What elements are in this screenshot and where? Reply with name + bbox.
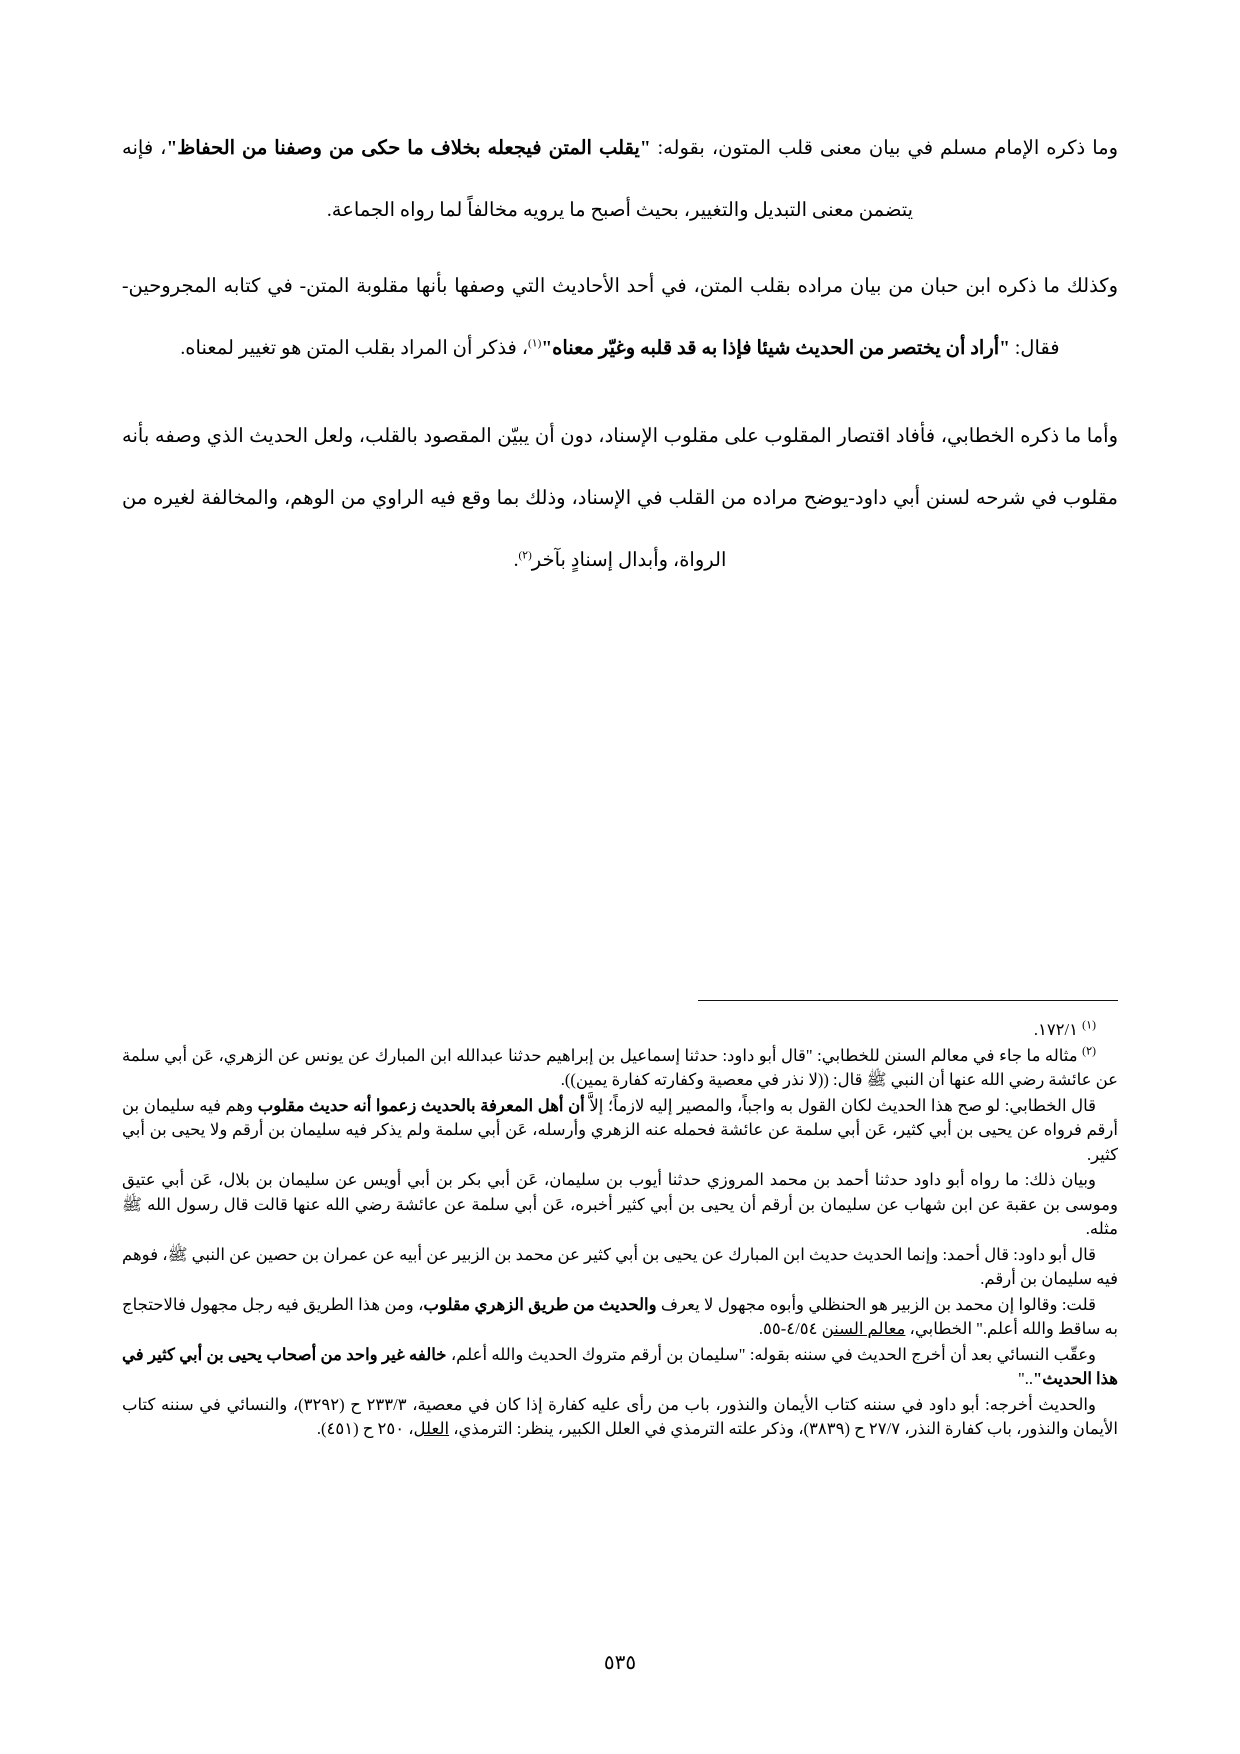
footnote-2-text-5e: ٤/٥٤-٥٥. <box>758 1319 822 1338</box>
footnote-2-text-5b-bold: والحديث من طريق الزهري مقلوب <box>423 1294 657 1314</box>
footnotes-area <box>122 1018 1118 1443</box>
paragraph-3 <box>122 406 1118 592</box>
footnote-2-text-2b-bold: أن أهل المعرفة بالحديث زعموا أنه حديث مقلوب <box>257 1095 585 1115</box>
page-number: ٥٣٥ <box>603 1652 637 1674</box>
paragraph-1 <box>122 118 1118 242</box>
book-title-alilal: العلل <box>413 1419 450 1438</box>
footnote-2-line-7 <box>122 1393 1118 1442</box>
footnote-separator <box>698 1000 1118 1001</box>
footnote-2-text-2c: وهم فيه سليمان بن أرقم فرواه عن يحيى بن أبي كثير، عَن أبي سلمة عن عائشة فحمله عنه الزهري وأرسله، عَن أبي سلمة ولم يذكر فيه سليمان بن أرقم ولا يحيى بن أبي كثير. <box>122 1095 1118 1164</box>
body-text-area <box>122 118 1118 592</box>
paragraph-2 <box>122 256 1118 380</box>
footnote-2-text-3: وبيان ذلك: ما رواه أبو داود حدثنا أحمد بن محمد المروزي حدثنا أيوب بن سليمان، عَن أبي بكر بن أبي أويس عن سليمان بن بلال، عَن أبي عتيق وموسى بن عقبة عن ابن شهاب عن سليمان بن أرقم أن يحيى بن أبي كثير أخبره، عَن أبي سلمة عن عائشة رضي الله عنها قالت قال رسول الله ﷺ مثله. <box>122 1170 1118 1238</box>
footnote-2-line-6 <box>122 1343 1118 1392</box>
paragraph-2-run-2-bold: "أراد أن يختصر من الحديث شيئا فإذا به قد قلبه وغيّر معناه" <box>541 338 1010 359</box>
footnote-2-mark: (٢) <box>1082 1045 1096 1057</box>
footnote-2-line-3 <box>122 1168 1118 1242</box>
footnote-2-line-4 <box>122 1243 1118 1292</box>
footnote-2-line-5 <box>122 1293 1118 1342</box>
footnote-1-text: ١٧٢/١. <box>1033 1020 1078 1039</box>
footnote-2-text-6a: وعقّب النسائي بعد أن أخرج الحديث في سننه بقوله: "سليمان بن أرقم متروك الحديث والله أعلم، <box>446 1344 1097 1364</box>
footnote-2-text-6c: .." <box>1018 1369 1034 1388</box>
footnote-2-text-5a: قلت: وقالوا إن محمد بن الزبير هو الحنظلي وأبوه مجهول لا يعرف <box>656 1294 1096 1314</box>
footnote-ref-2[interactable]: (٢) <box>518 549 532 562</box>
paragraph-gap-2 <box>122 380 1118 406</box>
paragraph-3-run-3: . <box>513 550 519 571</box>
footnote-ref-1[interactable]: (١) <box>528 337 542 350</box>
footnote-2-text-2a: قال الخطابي: لو صح هذا الحديث لكان القول به واجباً، والمصير إليه لازماً؛ إلاَّ <box>584 1095 1097 1115</box>
footnote-1 <box>122 1018 1118 1043</box>
paragraph-1-run-3: ، فإنه يتضمن معنى التبديل والتغيير، بحيث أصبح ما يرويه مخالفاً لما رواه الجماعة. <box>122 138 914 221</box>
paragraph-3-run-1: وأما ما ذكره الخطابي، فأفاد اقتصار المقلوب على مقلوب الإسناد، دون أن يبيّن المقصود بالقلب، ولعل الحديث الذي وصفه بأنه مقلوب في شرحه لسنن أبي داود-يوضح مراده من القلب في الإسناد، وذلك بما وقع فيه الراوي من الوهم، والمخالفة لغيره من الرواة، وأبدال إسنادٍ بآخر <box>122 426 1118 571</box>
footnote-2-text-1: مثاله ما جاء في معالم السنن للخطابي: "قال أبو داود: حدثنا إسماعيل بن إبراهيم حدثنا عبدالله ابن المبارك عن يونس عن الزهري، عَن أبي سلمة عن عائشة رضي الله عنها أن النبي ﷺ قال: ((لا نذر في معصية وكفارته كفارة يمين)). <box>122 1045 1118 1089</box>
book-title-maalim-alsunan: معالم السنن <box>821 1319 906 1338</box>
paragraph-1-run-1: وما ذكره الإمام مسلم في بيان معنى قلب المتون، بقوله: <box>650 138 1119 159</box>
footnote-2-text-6b-bold: خالفه غير واحد من أصحاب يحيى بن أبي كثير في هذا الحديث" <box>122 1344 1118 1388</box>
footnote-2-text-4: قال أبو داود: قال أحمد: وإنما الحديث حديث ابن المبارك عن يحيى بن أبي كثير عن محمد بن الزبير عن أبيه عن عمران بن حصين عن النبي ﷺ، فوهم فيه سليمان بن أرقم. <box>122 1244 1118 1288</box>
footnote-2-line-2 <box>122 1094 1118 1168</box>
paragraph-2-run-4: ، فذكر أن المراد بقلب المتن هو تغيير لمعناه. <box>180 338 529 359</box>
paragraph-2-run-1: وكذلك ما ذكره ابن حبان من بيان مراده بقلب المتن، في أحد الأحاديث التي وصفها بأنها مقلوبة المتن- في كتابه المجروحين- فقال: <box>122 276 1118 359</box>
footnote-2-line-1 <box>122 1044 1118 1093</box>
paragraph-1-run-2-bold: "يقلب المتن فيجعله بخلاف ما حكى من وصفنا من الحفاظ" <box>166 138 651 159</box>
footnote-1-mark: (١) <box>1082 1019 1096 1032</box>
footnote-2-text-7c: ، ٢٥٠ ح (٤٥١). <box>316 1419 414 1438</box>
footnote-2-text-7a: والحديث أخرجه: أبو داود في سننه كتاب الأيمان والنذور، باب من رأى عليه كفارة إذا كان في معصية، ٢٣٣/٣ ح (٣٢٩٢)، والنسائي في سننه كتاب الأيمان والنذور، باب كفارة النذر، ٢٧/٧ ح (٣٨٣٩)، وذكر علته الترمذي في العلل الكبير، ينظر: الترمذي، <box>122 1394 1118 1438</box>
paragraph-gap-1 <box>122 242 1118 256</box>
footnote-2-text-5c: ، ومن هذا الطريق فيه رجل مجهول فالاحتجاج به ساقط والله أعلم." الخطابي، <box>122 1294 1118 1338</box>
